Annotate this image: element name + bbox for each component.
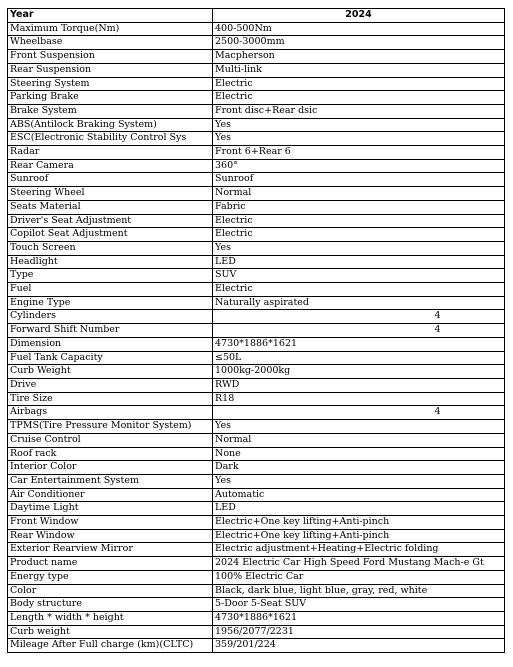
spec-label-cell: Air Conditioner [8, 488, 213, 502]
spec-label-cell: Radar [8, 146, 213, 160]
spec-value-cell: Sunroof [213, 173, 505, 187]
spec-value-cell: Yes [213, 420, 505, 434]
spec-label-cell: Parking Brake [8, 91, 213, 105]
spec-value-cell: Front 6+Rear 6 [213, 146, 505, 160]
spec-label-cell: Color [8, 584, 213, 598]
spec-label-cell: Brake System [8, 104, 213, 118]
spec-value-cell: Electric+One key lifting+Anti-pinch [213, 529, 505, 543]
table-row [8, 639, 505, 653]
spec-value-cell: Fabric [213, 200, 505, 214]
table-row [8, 228, 505, 242]
spec-label-cell: ESC(Electronic Stability Control Sys [8, 132, 213, 146]
table-row [8, 447, 505, 461]
spec-value-cell: Normal [213, 187, 505, 201]
table-row [8, 173, 505, 187]
header-row [8, 9, 505, 23]
table-row [8, 296, 505, 310]
spec-value-cell: Electric adjustment+Heating+Electric folding [213, 543, 505, 557]
spec-table-body [8, 9, 505, 653]
spec-value-cell: LED [213, 502, 505, 516]
spec-label-cell: Drive [8, 378, 213, 392]
spec-value-cell: Electric [213, 228, 505, 242]
spec-label-cell: Tire Size [8, 392, 213, 406]
spec-label-cell: Mileage After Full charge (km)(CLTC) [8, 639, 213, 653]
header-label-cell: Year [8, 9, 213, 23]
table-row [8, 283, 505, 297]
spec-label-cell: Front Suspension [8, 50, 213, 64]
table-row [8, 200, 505, 214]
table-row [8, 461, 505, 475]
table-row [8, 406, 505, 420]
spec-value-cell: 359/201/224 [213, 639, 505, 653]
spec-label-cell: Roof rack [8, 447, 213, 461]
spec-value-cell: LED [213, 255, 505, 269]
spec-value-cell: 2024 Electric Car High Speed Ford Mustang Mach-e Gt [213, 557, 505, 571]
table-row [8, 488, 505, 502]
spec-value-cell: 4730*1886*1621 [213, 337, 505, 351]
spec-value-cell: Naturally aspirated [213, 296, 505, 310]
table-row [8, 269, 505, 283]
table-row [8, 584, 505, 598]
spec-value-cell: 360° [213, 159, 505, 173]
spec-label-cell: Rear Window [8, 529, 213, 543]
spec-label-cell: Exterior Rearview Mirror [8, 543, 213, 557]
spec-label-cell: Curb weight [8, 625, 213, 639]
spec-value-cell: ≤50L [213, 351, 505, 365]
spec-label-cell: Curb Weight [8, 365, 213, 379]
spec-value-cell: RWD [213, 378, 505, 392]
table-row [8, 611, 505, 625]
spec-label-cell: Body structure [8, 598, 213, 612]
spec-label-cell: Type [8, 269, 213, 283]
spec-value-cell: 4730*1886*1621 [213, 611, 505, 625]
spec-label-cell: Cruise Control [8, 433, 213, 447]
spec-label-cell: Energy type [8, 570, 213, 584]
spec-label-cell: Touch Screen [8, 241, 213, 255]
spec-value-cell: Yes [213, 474, 505, 488]
spec-value-cell: Electric [213, 214, 505, 228]
table-row [8, 241, 505, 255]
spec-value-cell: 4 [213, 310, 505, 324]
spec-table [7, 8, 505, 653]
spec-label-cell: Fuel Tank Capacity [8, 351, 213, 365]
table-row [8, 91, 505, 105]
spec-label-cell: Cylinders [8, 310, 213, 324]
spec-label-cell: Headlight [8, 255, 213, 269]
spec-label-cell: Sunroof [8, 173, 213, 187]
spec-value-cell: 5-Door 5-Seat SUV [213, 598, 505, 612]
table-row [8, 77, 505, 91]
spec-value-cell: Yes [213, 241, 505, 255]
table-row [8, 365, 505, 379]
header-value-cell: 2024 [213, 9, 505, 23]
table-row [8, 255, 505, 269]
spec-value-cell: 100% Electric Car [213, 570, 505, 584]
spec-value-cell: SUV [213, 269, 505, 283]
spec-label-cell: Car Entertainment System [8, 474, 213, 488]
spec-label-cell: Daytime Light [8, 502, 213, 516]
spec-value-cell: Macpherson [213, 50, 505, 64]
table-row [8, 516, 505, 530]
spec-label-cell: Steering Wheel [8, 187, 213, 201]
spec-value-cell: Black, dark blue, light blue, gray, red, white [213, 584, 505, 598]
spec-value-cell: 400-500Nm [213, 22, 505, 36]
spec-label-cell: Airbags [8, 406, 213, 420]
table-row [8, 118, 505, 132]
spec-label-cell: Dimension [8, 337, 213, 351]
table-row [8, 474, 505, 488]
table-row [8, 50, 505, 64]
spec-label-cell: Front Window [8, 516, 213, 530]
table-row [8, 351, 505, 365]
table-row [8, 570, 505, 584]
spec-value-cell: 4 [213, 406, 505, 420]
spec-value-cell: 2500-3000mm [213, 36, 505, 50]
spec-label-cell: Seats Material [8, 200, 213, 214]
spec-label-cell: Maximum Torque(Nm) [8, 22, 213, 36]
table-row [8, 187, 505, 201]
spec-label-cell: Rear Camera [8, 159, 213, 173]
table-row [8, 433, 505, 447]
spec-value-cell: R18 [213, 392, 505, 406]
spec-label-cell: Product name [8, 557, 213, 571]
table-row [8, 502, 505, 516]
table-row [8, 543, 505, 557]
spec-label-cell: Rear Suspension [8, 63, 213, 77]
spec-value-cell: Electric+One key lifting+Anti-pinch [213, 516, 505, 530]
table-row [8, 324, 505, 338]
table-row [8, 36, 505, 50]
table-row [8, 22, 505, 36]
spec-value-cell: Electric [213, 283, 505, 297]
spec-value-cell: Automatic [213, 488, 505, 502]
spec-value-cell: Yes [213, 118, 505, 132]
spec-label-cell: Length * width * height [8, 611, 213, 625]
spec-label-cell: Driver's Seat Adjustment [8, 214, 213, 228]
table-row [8, 132, 505, 146]
spec-value-cell: Multi-link [213, 63, 505, 77]
spec-value-cell: Electric [213, 77, 505, 91]
spec-label-cell: Steering System [8, 77, 213, 91]
table-row [8, 392, 505, 406]
table-row [8, 159, 505, 173]
table-row [8, 104, 505, 118]
table-row [8, 146, 505, 160]
spec-label-cell: Wheelbase [8, 36, 213, 50]
table-row [8, 214, 505, 228]
table-row [8, 598, 505, 612]
table-row [8, 337, 505, 351]
spec-label-cell: TPMS(Tire Pressure Monitor System) [8, 420, 213, 434]
spec-label-cell: ABS(Antilock Braking System) [8, 118, 213, 132]
spec-label-cell: Fuel [8, 283, 213, 297]
table-row [8, 557, 505, 571]
spec-label-cell: Forward Shift Number [8, 324, 213, 338]
table-row [8, 420, 505, 434]
spec-value-cell: None [213, 447, 505, 461]
spec-value-cell: 4 [213, 324, 505, 338]
spec-value-cell: Electric [213, 91, 505, 105]
spec-value-cell: 1000kg-2000kg [213, 365, 505, 379]
spec-value-cell: Front disc+Rear dsic [213, 104, 505, 118]
table-row [8, 378, 505, 392]
spec-label-cell: Copilot Seat Adjustment [8, 228, 213, 242]
table-row [8, 529, 505, 543]
spec-value-cell: Yes [213, 132, 505, 146]
spec-label-cell: Engine Type [8, 296, 213, 310]
table-row [8, 625, 505, 639]
spec-value-cell: Normal [213, 433, 505, 447]
table-row [8, 63, 505, 77]
spec-label-cell: Interior Color [8, 461, 213, 475]
spec-value-cell: Dark [213, 461, 505, 475]
table-row [8, 310, 505, 324]
spec-value-cell: 1956/2077/2231 [213, 625, 505, 639]
